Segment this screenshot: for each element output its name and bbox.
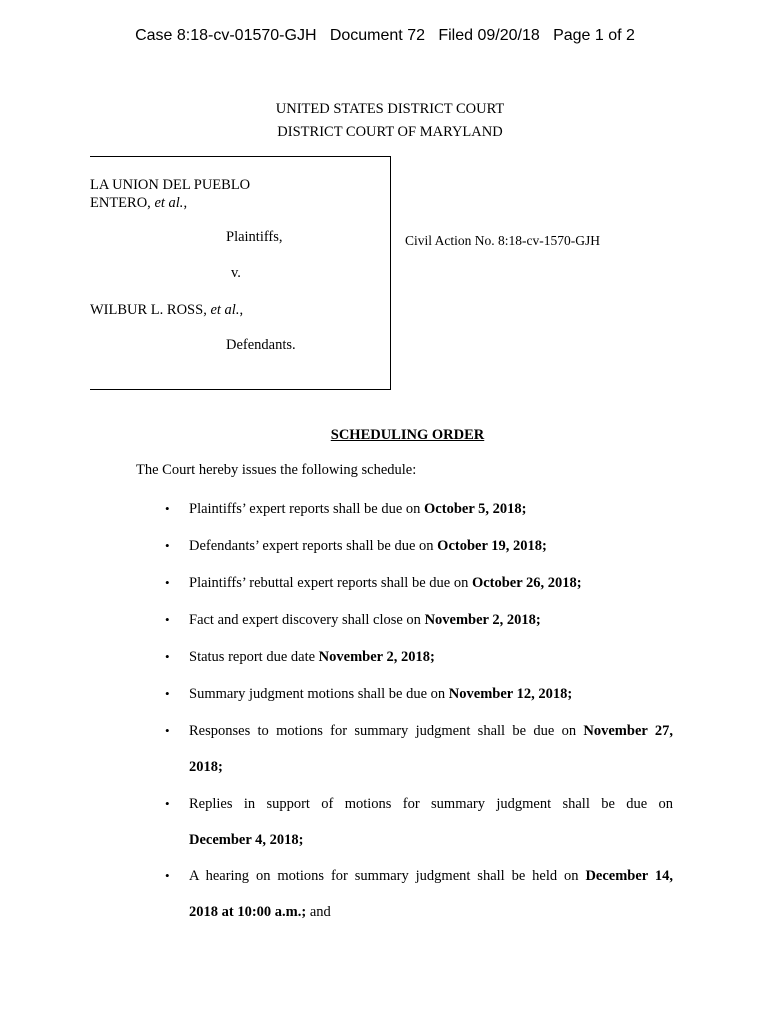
bullet-icon: • (165, 723, 170, 738)
bullet-icon: • (165, 649, 170, 664)
bullet-icon: • (165, 575, 170, 590)
defendant-name-text: WILBUR L. ROSS, (90, 302, 207, 318)
ecf-filing-header: Case 8:18-cv-01570-GJH Document 72 Filed 09/20/18 Page 1 of 2 (135, 27, 635, 44)
court-heading (0, 98, 770, 144)
defendant-et-al: et al. (210, 302, 240, 318)
defendants-role-label: Defendants. (226, 337, 296, 353)
schedule-item-text: Status report due date (189, 649, 319, 665)
schedule-item-date: October 5, 2018; (424, 501, 527, 517)
schedule-item-date: December 14, (585, 868, 674, 884)
schedule-item-text: Plaintiffs’ rebuttal expert reports shall be due on (189, 575, 472, 591)
plaintiff-name (90, 176, 250, 212)
civil-action-number: Civil Action No. 8:18-cv-1570-GJH (405, 233, 600, 248)
bullet-icon: • (165, 686, 170, 701)
schedule-item-text: Defendants’ expert reports shall be due on (189, 538, 438, 554)
schedule-item-text: Fact and expert discovery shall close on (189, 612, 425, 628)
schedule-item-date: October 19, 2018; (437, 538, 547, 554)
versus-label: v. (231, 265, 241, 281)
bullet-icon: • (165, 868, 170, 883)
schedule-item-date: December 4, 2018; (189, 832, 304, 848)
schedule-item-date-cont: 2018 at 10:00 a.m.; (189, 904, 307, 920)
plaintiff-name-line2 (90, 194, 250, 212)
schedule-item-date: October 26, 2018; (471, 575, 582, 591)
schedule-item-date: November 12, 2018; (448, 686, 573, 702)
plaintiff-comma: , (183, 195, 188, 211)
schedule-item-text: A hearing on motions for summary judgment shall be held on (189, 868, 586, 884)
plaintiff-et-al: et al. (154, 195, 184, 211)
schedule-item-tail: and (306, 904, 331, 920)
court-district-line: DISTRICT COURT OF MARYLAND (277, 124, 503, 140)
schedule-item-text: Replies in support of motions for summary judgment shall be due on (189, 796, 673, 812)
schedule-item-text: Summary judgment motions shall be due on (189, 686, 449, 702)
bullet-icon: • (165, 796, 170, 811)
plaintiff-name-text: ENTERO, (90, 195, 151, 211)
order-intro: The Court hereby issues the following schedule: (136, 462, 417, 478)
bullet-icon: • (165, 612, 170, 627)
defendant-comma: , (239, 302, 244, 318)
schedule-item-date-cont: 2018; (189, 759, 223, 775)
court-name-line: UNITED STATES DISTRICT COURT (275, 101, 505, 117)
schedule-item-date: November 2, 2018; (318, 649, 435, 665)
bullet-icon: • (165, 538, 170, 553)
schedule-item-date: November 2, 2018; (424, 612, 541, 628)
plaintiff-name-line1: LA UNION DEL PUEBLO (90, 177, 251, 193)
plaintiffs-role-label: Plaintiffs, (226, 229, 283, 245)
schedule-item-date: November 27, (583, 723, 673, 739)
order-title: SCHEDULING ORDER (330, 427, 485, 443)
schedule-item-text: Plaintiffs’ expert reports shall be due on (189, 501, 425, 517)
bullet-icon: • (165, 501, 170, 516)
schedule-item-text: Responses to motions for summary judgment shall be due on (189, 723, 584, 739)
defendant-name (90, 301, 243, 319)
